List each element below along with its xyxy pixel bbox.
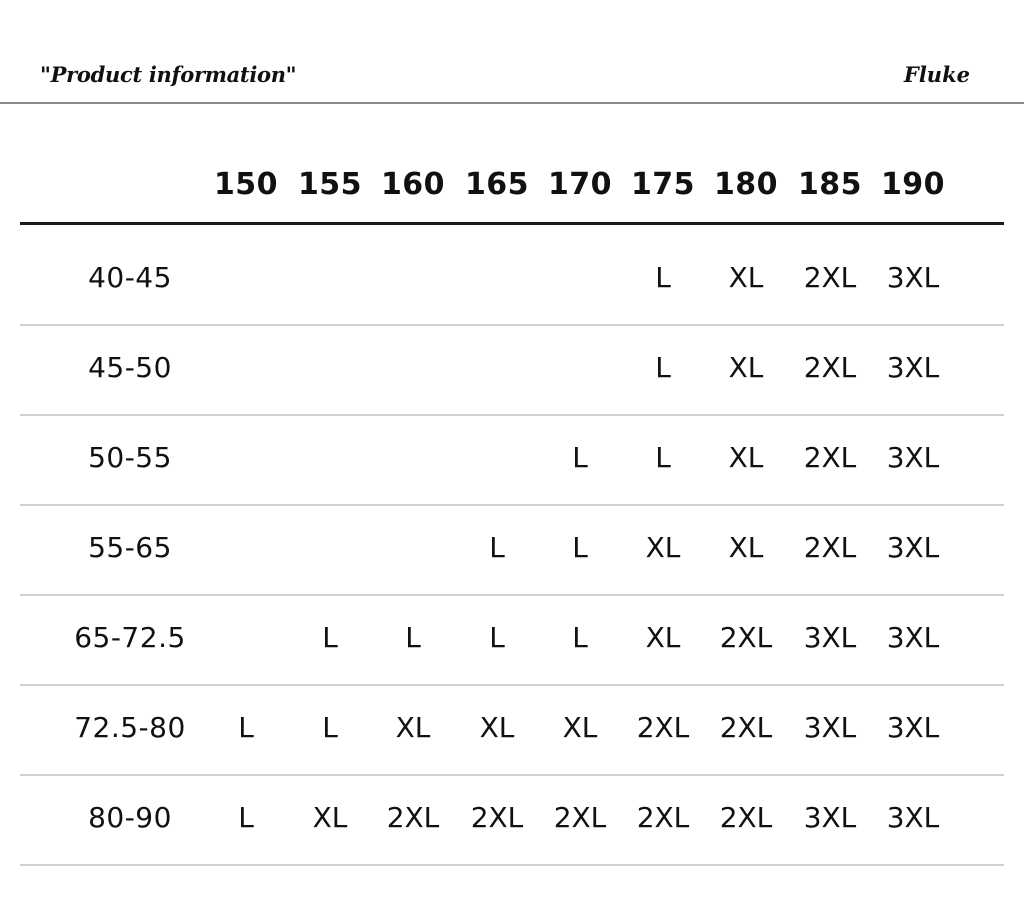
size-cell: 3XL (886, 261, 940, 294)
size-cell: 2XL (636, 711, 690, 744)
size-cell: L (322, 621, 338, 654)
size-cell: XL (728, 531, 764, 564)
table-row (0, 686, 1024, 776)
size-cell: XL (645, 531, 681, 564)
size-cell: L (322, 711, 338, 744)
size-cell: L (489, 531, 505, 564)
size-cell: XL (562, 711, 598, 744)
size-cell: 3XL (886, 441, 940, 474)
size-cell: 3XL (803, 621, 857, 654)
size-cell: 3XL (886, 351, 940, 384)
size-cell: 3XL (886, 621, 940, 654)
size-cell: 2XL (803, 351, 857, 384)
weight-range-label: 65-72.5 (74, 621, 186, 654)
height-header-175: 175 (630, 167, 696, 202)
size-cell: 2XL (636, 801, 690, 834)
size-cell: XL (479, 711, 515, 744)
size-cell: L (655, 351, 671, 384)
size-cell: L (572, 621, 588, 654)
size-cell: 2XL (553, 801, 607, 834)
table-row (0, 236, 1024, 326)
size-cell: L (405, 621, 421, 654)
size-cell: 3XL (886, 711, 940, 744)
table-row (0, 416, 1024, 506)
size-cell: XL (728, 351, 764, 384)
size-cell: L (655, 261, 671, 294)
table-row (0, 506, 1024, 596)
size-cell: 3XL (803, 711, 857, 744)
size-cell: 2XL (803, 261, 857, 294)
size-cell: XL (312, 801, 348, 834)
size-cell: XL (728, 261, 764, 294)
height-header-190: 190 (880, 167, 946, 202)
table-row (0, 776, 1024, 866)
height-header-165: 165 (464, 167, 530, 202)
height-header-row (0, 160, 1024, 210)
size-cell: 2XL (803, 531, 857, 564)
row-divider (20, 864, 1004, 866)
table-row (0, 326, 1024, 416)
size-cell: 2XL (719, 801, 773, 834)
height-header-150: 150 (213, 167, 279, 202)
size-cell: 2XL (719, 621, 773, 654)
size-cell: XL (728, 441, 764, 474)
height-header-divider (20, 222, 1004, 225)
size-cell: L (572, 441, 588, 474)
size-cell: 2XL (719, 711, 773, 744)
size-cell: 2XL (803, 441, 857, 474)
brand-name: Fluke (903, 62, 970, 87)
size-cell: L (572, 531, 588, 564)
product-information-title: "Product information" (40, 62, 297, 87)
size-cell: XL (645, 621, 681, 654)
size-cell: L (238, 711, 254, 744)
size-cell: L (489, 621, 505, 654)
weight-range-label: 45-50 (88, 351, 172, 384)
size-cell: 3XL (886, 801, 940, 834)
size-cell: 3XL (803, 801, 857, 834)
size-cell: XL (395, 711, 431, 744)
height-header-180: 180 (713, 167, 779, 202)
weight-range-label: 72.5-80 (74, 711, 186, 744)
height-header-160: 160 (380, 167, 446, 202)
height-header-170: 170 (547, 167, 613, 202)
size-cell: 2XL (470, 801, 524, 834)
height-header-155: 155 (297, 167, 363, 202)
size-cell: 2XL (386, 801, 440, 834)
table-row (0, 596, 1024, 686)
size-cell: L (655, 441, 671, 474)
size-cell: L (238, 801, 254, 834)
weight-range-label: 50-55 (88, 441, 172, 474)
height-header-185: 185 (797, 167, 863, 202)
weight-range-label: 55-65 (88, 531, 172, 564)
weight-range-label: 40-45 (88, 261, 172, 294)
size-cell: 3XL (886, 531, 940, 564)
weight-range-label: 80-90 (88, 801, 172, 834)
